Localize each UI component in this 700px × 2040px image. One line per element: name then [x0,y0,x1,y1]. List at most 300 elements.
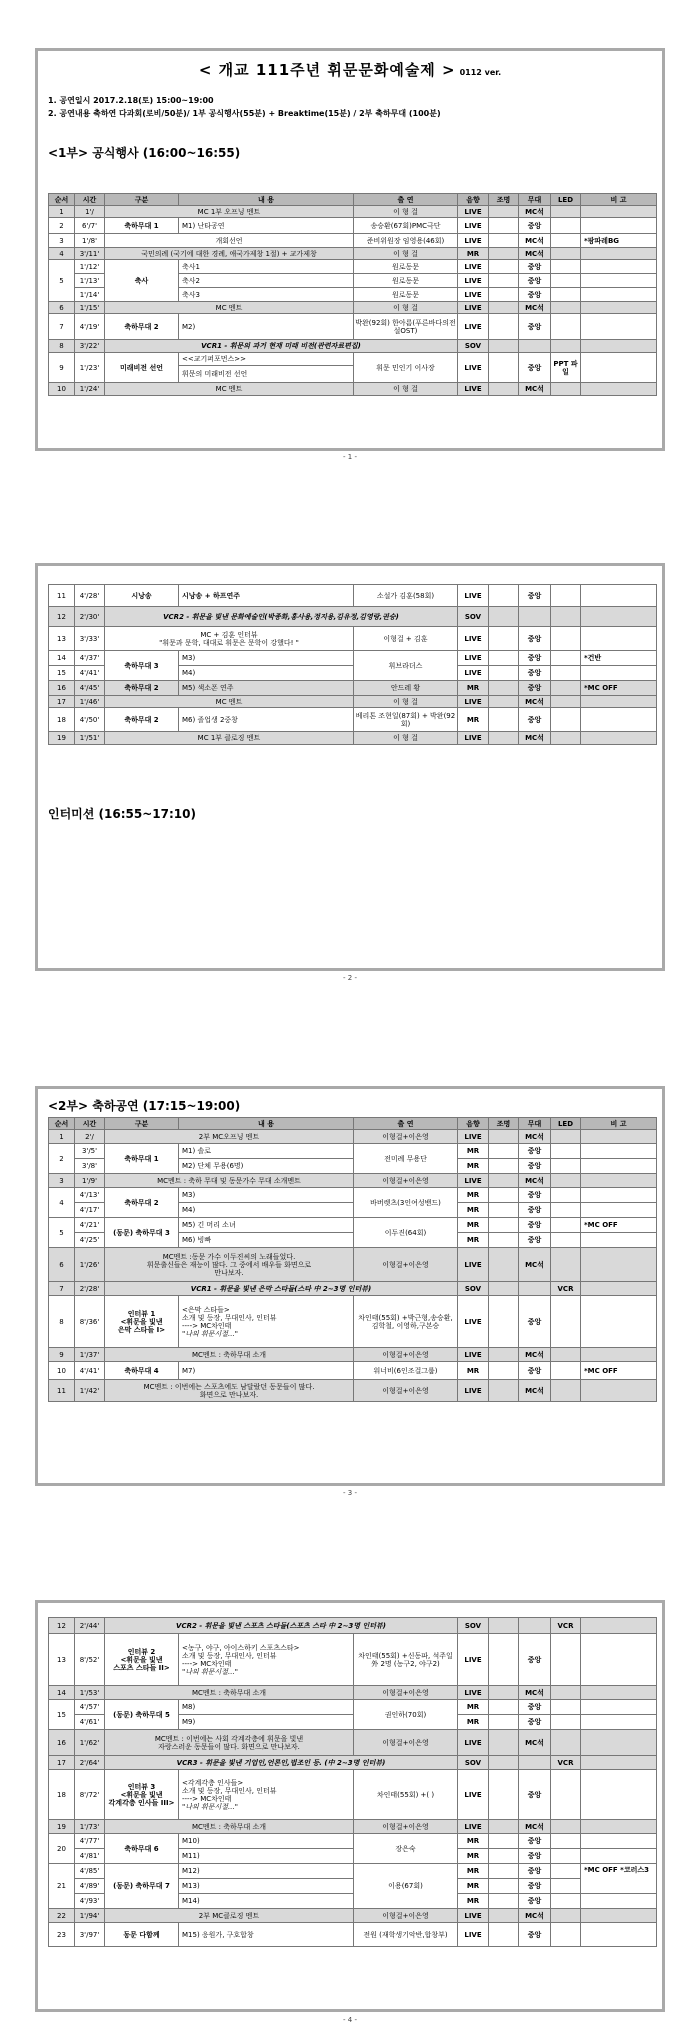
cell: M4) [179,1203,354,1218]
cell: 이형걸 + 김훈 [354,627,458,651]
cell [489,340,519,353]
cell: 이형걸+이은영 [354,1909,458,1923]
cell: 4'/17' [75,1203,105,1218]
cell: LIVE [458,1248,489,1282]
cell: 중앙 [519,1203,551,1218]
cell: 바버렛츠(3인여성밴드) [354,1188,458,1218]
cell: 축하무대 2 [105,314,179,340]
cell [489,696,519,708]
cell: 1'/24' [75,383,105,396]
table-row [49,206,657,218]
page-number: - 3 - [343,1489,357,1497]
document-page-1 [35,48,665,451]
cell: *팡파레BG [581,234,657,248]
cell [581,1909,657,1923]
cell [581,607,657,627]
cell: LIVE [458,1730,489,1756]
cell [581,1634,657,1686]
cell [551,1715,581,1730]
table-row [49,651,657,666]
col-header-content: 내 용 [179,1118,354,1130]
cell: MC석 [519,206,551,218]
cell: LIVE [458,627,489,651]
cell: 중앙 [519,1894,551,1909]
cell: MR [458,1159,489,1174]
cell: 3'/5' [75,1144,105,1159]
cell: 14 [49,1686,75,1700]
cell: 차인태(55회) +박근형,송승환,김학철, 이영하,구본승 [354,1296,458,1348]
page-number: - 4 - [343,2016,357,2024]
cell: 15 [49,666,75,681]
table-row [49,314,657,340]
table-row [49,353,657,366]
cell [551,1894,581,1909]
cell [489,1923,519,1947]
cell: "나의 휘문시절..." [182,1667,238,1676]
cell [489,1894,519,1909]
cell: 1'/14' [75,288,105,302]
cell: 중앙 [519,1864,551,1879]
cell: 중앙 [519,1770,551,1820]
cell: 차인태(55회) +신동파, 석주일 外 2명 (농구2, 야구2) [354,1634,458,1686]
cell: 중앙 [519,1362,551,1380]
cell [489,708,519,732]
cell: MC석 [519,1174,551,1188]
cell: LIVE [458,274,489,288]
cell: 휘문출신들은 재능이 많다. 그 중에서 배우들 화면으로 [146,1260,312,1269]
cell: LIVE [458,1820,489,1834]
cell: MC석 [519,1909,551,1923]
cell [581,383,657,396]
cell: 14 [49,651,75,666]
cell: 19 [49,732,75,745]
cell: MR [458,1879,489,1894]
cell: 6'/7' [75,218,105,234]
cell: 중앙 [519,681,551,696]
cell: 2 [49,1144,75,1174]
cell: 19 [49,1820,75,1834]
table-row [49,1348,657,1362]
cell: 소개 및 등장, 무대인사, 인터뷰 [182,1651,277,1660]
cell: MC석 [519,248,551,260]
table-row [49,1820,657,1834]
cell: 중앙 [519,288,551,302]
cell [489,1820,519,1834]
cell [489,314,519,340]
cell: LIVE [458,585,489,607]
cell [581,732,657,745]
cell: 동문 다함께 [105,1923,179,1947]
cell: M1) 난타공연 [179,218,354,234]
cell: 중앙 [519,1923,551,1947]
cell: LIVE [458,1174,489,1188]
cell: MR [458,1834,489,1849]
cell: <각계각층 인사들> [182,1778,244,1787]
cell: <<교기퍼포먼스>> [179,353,354,366]
cell: 중앙 [519,1849,551,1864]
col-header-category: 구분 [105,194,179,206]
cell: 1'/12' [75,260,105,274]
cell: 중앙 [519,651,551,666]
cell: <은막 스타들> [182,1305,230,1314]
cell [489,353,519,383]
cell: 4'/41' [75,1362,105,1380]
cell: LIVE [458,696,489,708]
cell: MR [458,1864,489,1879]
cell: 6 [49,1248,75,1282]
table-row [49,1686,657,1700]
cell: 16 [49,1730,75,1756]
cell: MR [458,1849,489,1864]
cell: 22 [49,1909,75,1923]
cell [581,274,657,288]
table-row [49,234,657,248]
cell: 15 [49,1700,75,1730]
cell: 중앙 [519,260,551,274]
cell [581,1233,657,1248]
cell: 이형걸+이은영 [354,1130,458,1144]
cell: MR [458,1894,489,1909]
cell [581,206,657,218]
cell: 4'/28' [75,585,105,607]
col-header-content: 내 용 [179,194,354,206]
table-row [49,1248,657,1282]
cell [489,1218,519,1233]
document-page-4 [35,1600,665,2012]
cell: 2'/30' [75,607,105,627]
cell [551,1834,581,1849]
cell [581,1700,657,1715]
cell [489,1849,519,1864]
cell [581,1380,657,1402]
cell: M1) 솔로 [179,1144,354,1159]
table-row [49,1380,657,1402]
cell: 2'/44' [75,1618,105,1634]
cell: 2'/ [75,1130,105,1144]
cell: 중앙 [519,314,551,340]
table-row [49,1618,657,1634]
table-row [49,260,657,274]
cell [551,1233,581,1248]
cell [581,1282,657,1296]
cell [581,1730,657,1756]
cell: 중앙 [519,585,551,607]
cell: 권인하(70회) [354,1700,458,1730]
cell: M2) [179,314,354,340]
cell: MC 멘트 [105,383,354,396]
cell [551,288,581,302]
cell: 20 [49,1834,75,1864]
cell: 6 [49,302,75,314]
col-header-order: 순서 [49,1118,75,1130]
table-row [49,681,657,696]
cell: 18 [49,1770,75,1820]
cell: MR [458,1188,489,1203]
cell [551,696,581,708]
cell [489,1233,519,1248]
cell: 워너비(6인조걸그룹) [354,1362,458,1380]
cell: 이형걸+이은영 [354,1248,458,1282]
cell: LIVE [458,1380,489,1402]
cell [581,1770,657,1820]
cell: (동문) 축하무대 5 [105,1700,179,1730]
table-row [49,1362,657,1380]
cell [581,1130,657,1144]
schedule-table-part1-cont [48,584,657,745]
cell: M12) [179,1864,354,1879]
cell: 미래비전 선언 [105,353,179,383]
cell: *MC OFF *코러스3 [581,1864,657,1894]
table-row [49,1296,657,1348]
cell: M5) 긴 머리 소녀 [179,1218,354,1233]
cell: 중앙 [519,1834,551,1849]
cell: MC석 [519,1730,551,1756]
cell [581,708,657,732]
table-row [49,1130,657,1144]
cell: M2) 단체 무용(6명) [179,1159,354,1174]
cell: 2 [49,218,75,234]
cell: 3'/8' [75,1159,105,1174]
col-header-category: 구분 [105,1118,179,1130]
cell [581,1348,657,1362]
cell: M8) [179,1700,354,1715]
cell: 4'/21' [75,1218,105,1233]
cell [489,627,519,651]
cell: 이형걸+이은영 [354,1174,458,1188]
cell [581,302,657,314]
cell: 이 형 걸 [354,732,458,745]
cell: 차인태(55회) +( ) [354,1770,458,1820]
col-header-stage: 무대 [519,194,551,206]
cell: VCR2 - 휘문을 빛낸 문화예술인(박종화,홍사용,정지용,김유정,김영랑,권승) [105,607,458,627]
cell [551,1174,581,1188]
cell: MR [458,1233,489,1248]
cell [551,651,581,666]
cell: MC멘트 :동문 가수 이두진씨의 노래들었다. [162,1252,296,1261]
cell [581,1248,657,1282]
table-row [49,1909,657,1923]
cell [551,1188,581,1203]
table-row [49,1188,657,1203]
page-number: - 1 - [343,453,357,461]
cell: 17 [49,696,75,708]
cell: MC석 [519,1248,551,1282]
cell: 13 [49,627,75,651]
cell: 18 [49,708,75,732]
cell: 소개 및 등장, 무대인사, 인터뷰 [182,1313,277,1322]
document-page-3 [35,1086,665,1486]
cell: 준비위원장 임영용(46회) [354,234,458,248]
cell: MC석 [519,1686,551,1700]
cell: MC 멘트 [105,302,354,314]
schedule-table-part2 [48,1117,657,1402]
cell: 원로동문 [354,274,458,288]
cell [581,340,657,353]
cell: 12 [49,607,75,627]
page-number: - 2 - [343,974,357,982]
col-header-time: 시간 [75,194,105,206]
cell: MR [458,1218,489,1233]
cell: MC석 [519,1130,551,1144]
cell [489,1296,519,1348]
table-row [49,1174,657,1188]
col-header-led: LED [551,1118,581,1130]
cell: 중앙 [519,1188,551,1203]
cell [551,1923,581,1947]
cell: VCR1 - 휘문을 빛낸 은막 스타들(스타 中 2~3명 인터뷰) [105,1282,458,1296]
cell: 휘브라더스 [354,651,458,681]
cell: 4 [49,248,75,260]
cell [489,607,519,627]
cell: 은막 스타들 I> [117,1325,166,1334]
cell: 이용(67회) [354,1864,458,1909]
cell [489,248,519,260]
cell: 축하무대 3 [105,651,179,681]
cell: 축하무대 4 [105,1362,179,1380]
cell: VCR [551,1618,581,1634]
cell [551,1634,581,1686]
cell: 4'/61' [75,1715,105,1730]
cell [519,340,551,353]
table-row [49,708,657,732]
cell: 중앙 [519,627,551,651]
cell: 중앙 [519,353,551,383]
cell: (동문) 축하무대 3 [105,1218,179,1248]
cell: 4'/50' [75,708,105,732]
cell: LIVE [458,314,489,340]
cell: 중앙 [519,1218,551,1233]
cell [581,1715,657,1730]
cell [489,1174,519,1188]
cell: 개회선언 [105,234,354,248]
cell: LIVE [458,383,489,396]
cell: M14) [179,1894,354,1909]
cell: 인터뷰 2 [127,1647,156,1656]
cell: <휘문을 빛낸 [120,1790,163,1799]
cell: MC석 [519,696,551,708]
cell: 중앙 [519,1144,551,1159]
cell: M6) 졸업생 2중창 [179,708,354,732]
cell [489,651,519,666]
cell: ----> MC차인태 [182,1659,232,1668]
cell [581,1203,657,1218]
cell [489,1618,519,1634]
cell [551,1770,581,1820]
col-header-notes: 비 고 [581,1118,657,1130]
cell: 2부 MC클로징 멘트 [105,1909,354,1923]
cell [519,1756,551,1770]
cell: LIVE [458,666,489,681]
cell [551,1130,581,1144]
cell: LIVE [458,1634,489,1686]
cell: 21 [49,1864,75,1909]
cell [489,1348,519,1362]
cell: LIVE [458,353,489,383]
cell: 9 [49,1348,75,1362]
cell [581,1188,657,1203]
table-row [49,248,657,260]
cell: LIVE [458,288,489,302]
col-header-sound: 음향 [458,1118,489,1130]
cell [551,1218,581,1233]
cell: 12 [49,1618,75,1634]
cell: 시낭송 [105,585,179,607]
cell: M4) [179,666,354,681]
cell: MC멘트 : 축하무대 소개 [105,1348,354,1362]
cell: 이형걸+이은영 [354,1730,458,1756]
cell [551,1686,581,1700]
cell: 11 [49,1380,75,1402]
cell: 1'/37' [75,1348,105,1362]
cell [581,288,657,302]
cell: 축하무대 6 [105,1834,179,1864]
table-header-row [49,194,657,206]
cell [489,1362,519,1380]
cell [489,1282,519,1296]
cell: 10 [49,383,75,396]
col-header-led: LED [551,194,581,206]
cell [489,1756,519,1770]
cell [551,274,581,288]
table-row [49,1144,657,1159]
cell [581,1686,657,1700]
cell: MR [458,1144,489,1159]
cell [551,1348,581,1362]
cell [489,1864,519,1879]
cell: 4'/41' [75,666,105,681]
cell: MC석 [519,234,551,248]
cell: MC멘트 : 축하 무대 및 동문가수 무대 소개멘트 [105,1174,354,1188]
cell: MC 1부 클로징 멘트 [105,732,354,745]
cell: 10 [49,1362,75,1380]
cell: SOV [458,340,489,353]
cell [489,302,519,314]
cell: VCR [551,1756,581,1770]
table-row [49,218,657,234]
cell: 1'/62' [75,1730,105,1756]
cell: MC멘트 : 이번에는 스포츠에도 남달랐던 동문들이 많다. [143,1382,315,1391]
cell: 축하무대 1 [105,1144,179,1174]
cell: 화면으로 만나보자. [199,1390,259,1399]
cell: 7 [49,314,75,340]
cell: 1'/8' [75,234,105,248]
cell: 이 형 걸 [354,383,458,396]
cell: 2'/28' [75,1282,105,1296]
cell: 1 [49,1130,75,1144]
cell [489,732,519,745]
cell [551,1849,581,1864]
table-row [49,340,657,353]
cell: LIVE [458,1909,489,1923]
cell: 4'/19' [75,314,105,340]
cell: SOV [458,607,489,627]
cell [581,260,657,274]
cell: SOV [458,1282,489,1296]
table-row [49,627,657,651]
cell [551,314,581,340]
cell [581,1618,657,1634]
cell: LIVE [458,206,489,218]
cell: VCR1 - 휘문의 과거 현재 미래 비전(관련자료편집) [105,340,458,353]
cell: M15) 응원가, 구호합창 [179,1923,354,1947]
col-header-performer: 출 연 [354,1118,458,1130]
cell: M11) [179,1849,354,1864]
table-row [49,1923,657,1947]
cell: 이 형 걸 [354,696,458,708]
cell [581,1174,657,1188]
cell: M3) [179,651,354,666]
cell: *건반 [581,651,657,666]
